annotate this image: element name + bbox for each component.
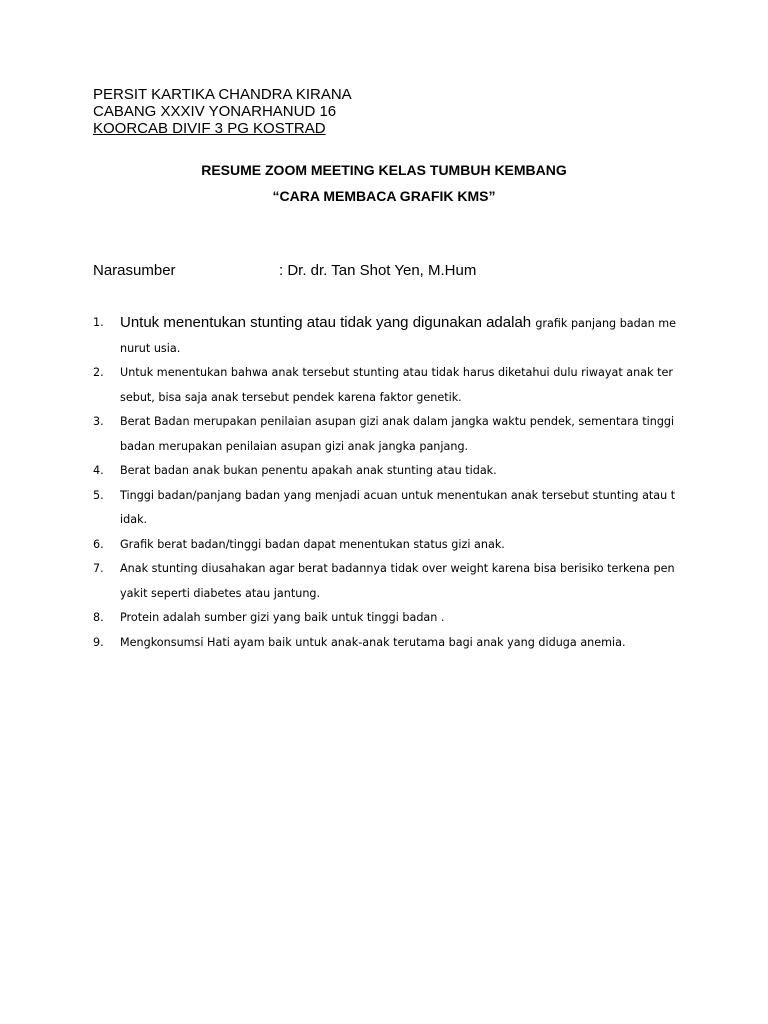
list-item-text: grafik panjang badan menurut usia. (120, 317, 677, 355)
org-line-3: KOORCAB DIVIF 3 PG KOSTRAD (93, 120, 326, 137)
list-item-text: Grafik berat badan/tinggi badan dapat menentukan status gizi anak. (120, 537, 505, 551)
list-item-text: Anak stunting diusahakan agar berat badannya tidak over weight karena bisa berisiko terkena penyakit seperti diabetes atau jantung. (120, 562, 675, 600)
list-item (93, 361, 678, 410)
list-item (93, 484, 678, 533)
list-item (93, 459, 678, 484)
list-item-text: Untuk menentukan bahwa anak tersebut stunting atau tidak harus diketahui dulu riwayat anak tersebut, bisa saja anak tersebut pendek karena faktor genetik. (120, 366, 673, 404)
org-line-1: PERSIT KARTIKA CHANDRA KIRANA (93, 86, 352, 103)
list-item (93, 557, 678, 606)
list-item (93, 606, 678, 631)
list-item-number: 5. (93, 488, 104, 502)
list-item-lead: Untuk menentukan stunting atau tidak yang digunakan adalah (120, 314, 536, 331)
list-item-number: 6. (93, 537, 104, 551)
list-item-number: 8. (93, 611, 104, 624)
resume-points-list (93, 311, 678, 655)
speaker-row (93, 262, 477, 279)
speaker-value: : Dr. dr. Tan Shot Yen, M.Hum (279, 262, 477, 279)
document-subtitle: “CARA MEMBACA GRAFIK KMS” (272, 188, 496, 204)
list-item (93, 533, 678, 558)
list-item-text: Tinggi badan/panjang badan yang menjadi acuan untuk menentukan anak tersebut stunting atau tidak. (120, 488, 676, 526)
list-item-text: Protein adalah sumber gizi yang baik untuk tinggi badan . (120, 611, 445, 624)
organization-header (93, 86, 352, 137)
list-item-number: 1. (93, 316, 104, 329)
list-item-text: Berat Badan merupakan penilaian asupan gizi anak dalam jangka waktu pendek, sementara tinggi badan merupakan penilaian asupan gizi anak jangka panjang. (120, 415, 675, 453)
list-item-number: 7. (93, 562, 104, 575)
document-title: RESUME ZOOM MEETING KELAS TUMBUH KEMBANG (201, 162, 567, 178)
list-item-number: 2. (93, 366, 104, 379)
list-item-text: Mengkonsumsi Hati ayam baik untuk anak-anak terutama bagi anak yang diduga anemia. (120, 635, 626, 649)
list-item-number: 4. (93, 464, 104, 477)
list-item (93, 631, 678, 656)
org-line-2: CABANG XXXIV YONARHANUD 16 (93, 103, 337, 120)
list-item-text: Berat badan anak bukan penentu apakah anak stunting atau tidak. (120, 464, 497, 477)
list-item-number: 3. (93, 415, 104, 428)
list-item (93, 410, 678, 459)
list-item-number: 9. (93, 635, 104, 649)
speaker-label: Narasumber (93, 262, 176, 279)
list-item (93, 311, 678, 361)
